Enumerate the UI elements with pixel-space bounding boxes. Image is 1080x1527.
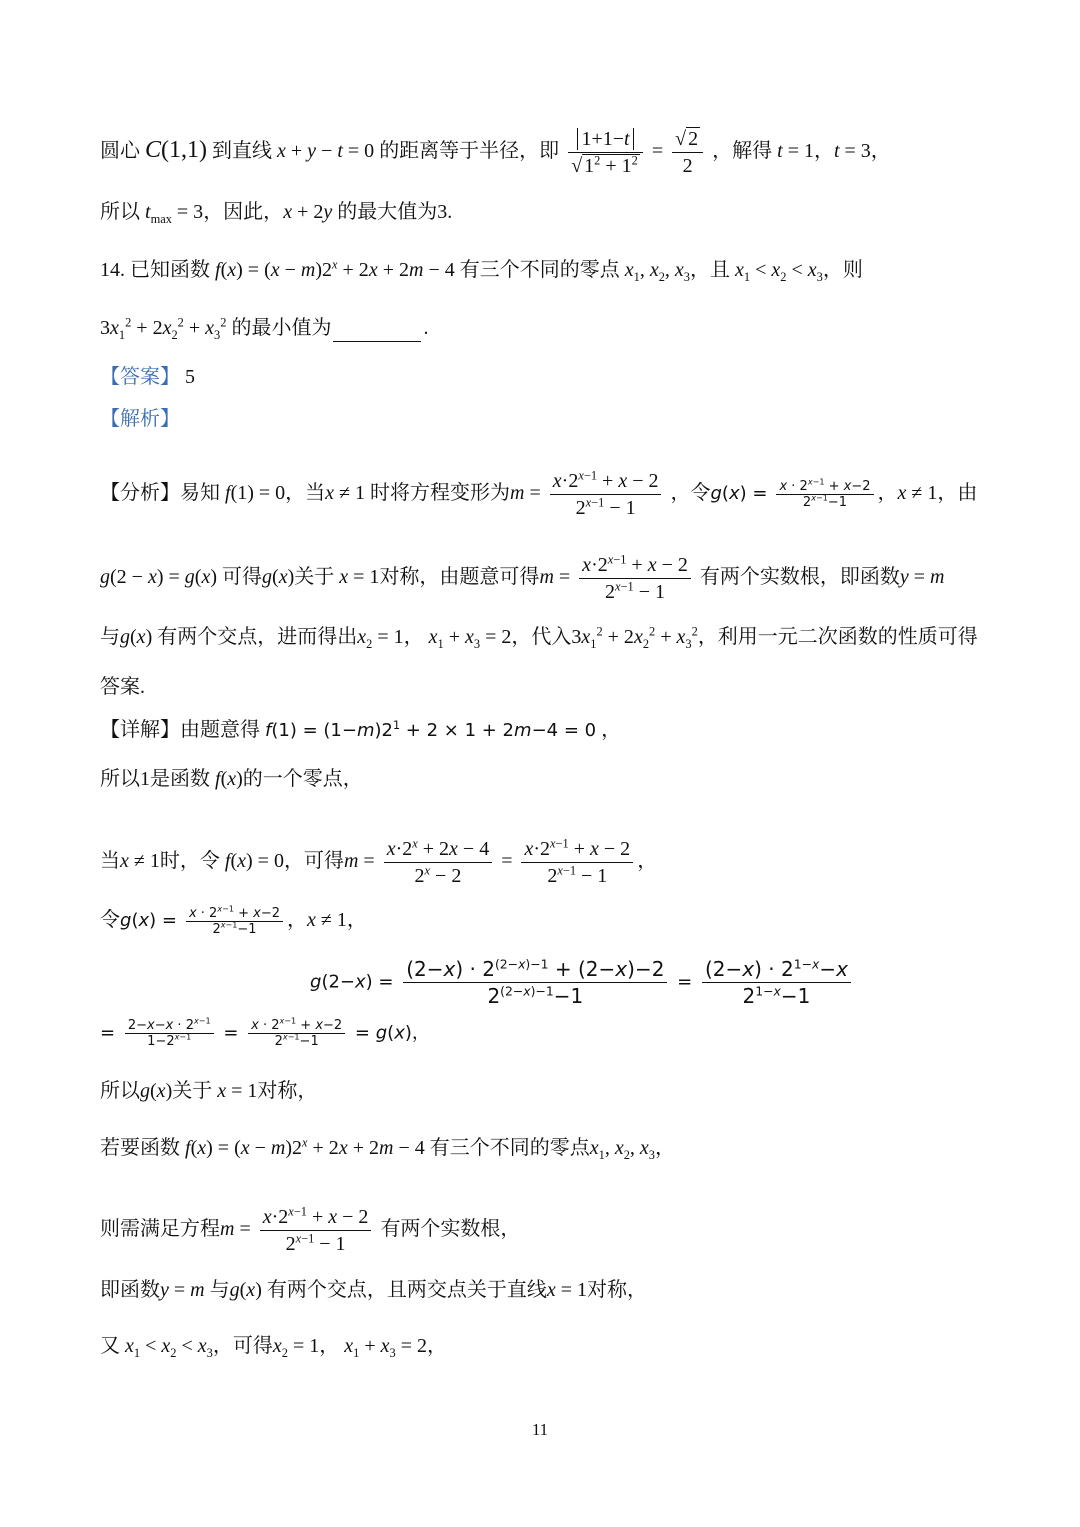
analysis-tag: 【解析】 [100,408,180,430]
sqrt2-over-2: $\frac{√ 2}{2}$ [672,126,703,179]
question-14-stem: 14. 已知函数 $f(x) = (x - m)2^x + 2x + 2m - 4$ 有三个不同的零点 $x_1$, $x_2$, $x_3$，且 $x_1 < x_2 < x_3$，则 [100,257,863,284]
answer-tag: 【答案】 [100,366,180,388]
text: 【分析】易知 [100,482,220,505]
answer-value: 5 [185,366,195,388]
text: 时，令 [159,850,220,873]
text: 的最小值为 [231,317,332,339]
analysis-line-3: 与g(x) 有两个交点，进而得出$x_2 = 1$， $x_1 + x_3 = 2$，代入$3x_1^2 + 2x_2^2 + x_3^2$，利用一元二次函数的性质可得 [100,624,978,651]
answer-blank [333,321,421,342]
text: 又 [100,1335,120,1357]
text: ，可得 [212,1335,273,1357]
text: 对称， [587,1279,648,1301]
analysis-line-4 [100,673,145,701]
text: 答案. [100,676,145,698]
text: 有三个不同的零点 [429,1137,590,1159]
detail-line-4: 令g(x) = $\frac{x \cdot 2^{x-1} + x-2}{2^{x-1}-1}$ ，x ≠ 1， [100,904,367,937]
detail-line-10: 即函数y = m 与g(x) 有两个交点，且两交点关于直线x = 1对称， [100,1279,648,1301]
text: 关于 [294,566,335,589]
page-number: 11 [531,1420,549,1439]
text: 所以 [100,201,140,223]
detail-line-5: g(2−x) = $\frac{(2-x) \cdot 2^{(2-x)-1} + (2-x)-2}{2^{(2-x)-1}-1}$ = $\frac{(2-x) \cdot 2^{1-x}-x}{2^{1-x}-1}$ [310,956,855,1009]
text: ，由 [937,482,978,505]
text: ，且 [690,259,730,281]
analysis-heading [100,405,180,433]
text: 的一个零点， [242,768,363,790]
text: 对称，由题意可得 [379,566,540,589]
text: 的最大值为3. [337,201,453,223]
text: ，当 [285,482,326,505]
text: ，利用一元二次函数的性质可得 [697,626,978,648]
text: 时将方程变形为 [370,482,511,505]
text: 若要函数 [100,1137,180,1159]
g2-fraction-a: $\frac{(2-x) \cdot 2^{(2-x)-1} + (2-x)-2}{2^{(2-x)-1}-1}$ [403,956,667,1009]
g-fraction-2: $\frac{x \cdot 2^{x-1} + x-2}{2^{x-1}-1}$ [186,906,283,937]
text: 则需满足方程 [100,1218,220,1241]
g2-fraction-c: $\frac{2-x-x \cdot 2^{x-1}}{1-2^{x-1}}$ [125,1018,214,1049]
detail-line-7: 所以g(x)关于 x = 1对称， [100,1080,318,1102]
text: 关于 [172,1080,213,1102]
detail-line-1: 【详解】由题意得 $f(1) = (1-m)2^1 + 2 \times 1 + 2m-4 = 0$ ， [100,719,622,741]
detail-line-6: = $\frac{2-x-x \cdot 2^{x-1}}{1-2^{x-1}}$ = $\frac{x \cdot 2^{x-1} + x-2}{2^{x-1}-1}$ = g(x)， [100,1016,430,1049]
text: ，代入 [511,626,572,648]
analysis-line-2: g(2 − x) = g(x) 可得g(x)关于 x = 1对称，由题意可得m = $\frac{x\cdot 2^{x-1} + x - 2}{2^{x-1} - 1}$ 有两个实数根，即函数y = m [100,552,945,603]
detail-line-9: 则需满足方程m = $\frac{x\cdot 2^{x-1} + x - 2}{2^{x-1} - 1}$ 有两个实数根， [100,1204,521,1255]
detail-line-2: 所以1是函数 f(x)的一个零点， [100,768,363,790]
g2-fraction-b: $\frac{(2-x) \cdot 2^{1-x}-x}{2^{1-x}-1}$ [702,956,851,1009]
text: 可得 [222,566,263,589]
text: 令 [100,909,120,932]
text: 14. 已知函数 [100,259,210,281]
text: ，令 [670,482,711,505]
text: 所以 [100,1080,140,1102]
m-fraction-4: $\frac{x\cdot 2^{x-1} + x - 2}{2^{x-1} - 1}$ [260,1204,372,1257]
g2-fraction-d: $\frac{x \cdot 2^{x-1} + x-2}{2^{x-1}-1}$ [248,1018,345,1049]
m-fraction-3b: $\frac{x\cdot 2^{x-1} + x - 2}{2^{x-1} - 1}$ [521,836,633,889]
analysis-line-1: 【分析】易知 f(1) = 0，当x ≠ 1 时将方程变形为m = $\frac{x\cdot 2^{x-1} + x - 2}{2^{x-1} - 1}$ ，令g(x) = $\frac{x \cdot 2^{x-1} + x-2}{2^{x-1}-1}$ ，x ≠ 1，由 [100,468,978,519]
text: 有两个交点，进而得出 [157,626,358,648]
text: 当 [100,850,120,873]
question-14-ask: $3x_1^2 + 2x_2^2 + x_3^2$ 的最小值为 . [100,315,429,342]
text: ，可得 [283,850,344,873]
text: 的距离等于半径，即 [379,140,560,163]
m-fraction-3a: $\frac{x\cdot 2^x + 2x - 4}{2^x - 2}$ [384,836,493,889]
text: 有两个实数根，即函数 [699,566,900,589]
distance-fraction: $\frac{1+1-t}{√ 1^2 + 1^2}$ [568,126,643,179]
answer-line [100,363,195,391]
solution-line-center-distance: 圆心 C(1,1) 到直线 x + y − t = 0 的距离等于半径，即 $\frac{1+1-t}{√ 1^2 + 1^2}$ = $\frac{√ 2}{2}$ ，解得 t = 1，t = 3， [100,128,891,177]
detail-line-3: 当x ≠ 1时，令 f(x) = 0，可得m = $\frac{x\cdot 2^x + 2x - 4}{2^x - 2}$ = $\frac{x\cdot 2^{x-1} + x - 2}{2^{x-1} - 1}$ ， [100,836,658,887]
g-fraction: $\frac{x \cdot 2^{x-1} + x-2}{2^{x-1}-1}$ [776,479,873,510]
text: 与 [209,1279,230,1301]
solution-line-tmax: 所以 $t_{max} = 3$，因此，x + 2y 的最大值为3. [100,201,453,226]
text: 对称， [257,1080,318,1102]
text: 与 [100,626,120,648]
text: ，解得 [712,140,773,163]
text: 有三个不同的零点 [459,259,620,281]
m-fraction-2: $\frac{x\cdot 2^{x-1} + x - 2}{2^{x-1} - 1}$ [579,552,691,605]
text: 到直线 [212,140,272,163]
text: 所以1是函数 [100,768,210,790]
text: 圆心 [100,140,140,163]
text: ，因此， [203,201,284,223]
detail-line-11: 又 $x_1 < x_2 < x_3$，可得$x_2 = 1$， $x_1 + x_3 = 2$， [100,1335,447,1360]
m-fraction: $\frac{x\cdot 2^{x-1} + x - 2}{2^{x-1} - 1}$ [550,468,662,521]
text: ，则 [822,259,863,281]
text: 【详解】由题意得 [100,719,260,741]
text: 有两个交点，且两交点关于直线 [266,1279,547,1301]
detail-line-8: 若要函数 $f(x) = (x - m)2^x + 2x + 2m - 4$ 有三个不同的零点$x_1$, $x_2$, $x_3$， [100,1135,675,1162]
text: 有两个实数根， [380,1218,521,1241]
text: 即函数 [100,1279,160,1301]
